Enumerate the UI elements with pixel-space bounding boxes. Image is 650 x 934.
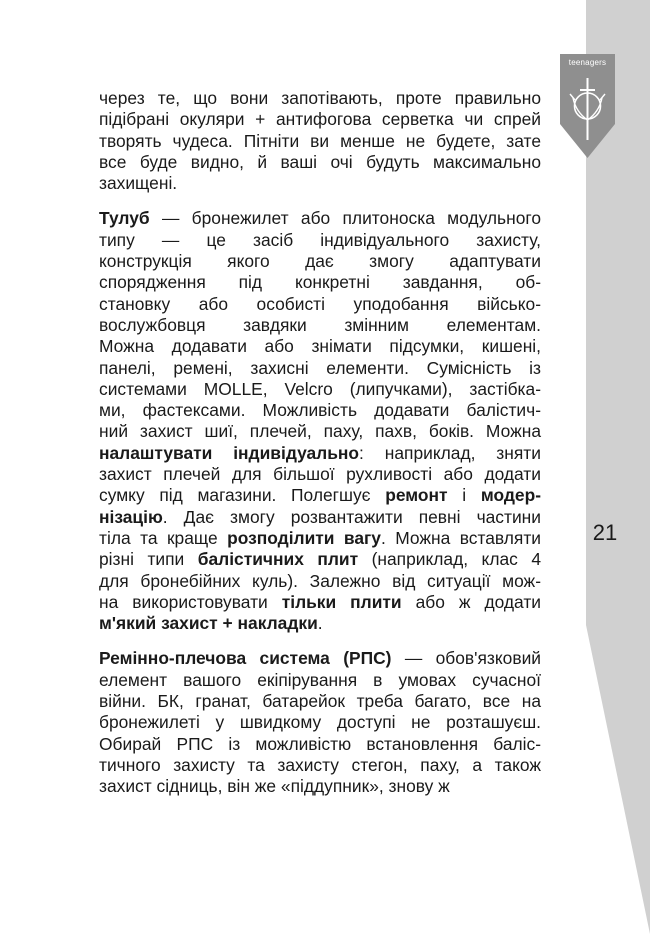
- text-run: бронежилеті у швидкому доступі не розташуєш.: [99, 712, 541, 733]
- bold-term: балістичних плит: [197, 549, 359, 570]
- text-line: [99, 88, 541, 109]
- text-line: [99, 400, 541, 421]
- text-run: захист сідниць, він же «піддупник», знову ж: [99, 776, 450, 797]
- text-line: [99, 485, 541, 506]
- text-run: все буде видно, й ваші очі будуть максимально: [99, 151, 541, 172]
- text-line: [99, 443, 541, 464]
- text-line: [99, 670, 541, 691]
- text-line: [99, 755, 541, 776]
- text-run: — бронежилет або плитоноска модульного: [149, 208, 541, 229]
- text-run: ми, фастексами. Можливість додавати балістич-: [99, 400, 541, 421]
- text-line: [99, 592, 541, 613]
- text-line: [99, 691, 541, 712]
- text-line: [99, 571, 541, 592]
- page-number: 21: [592, 520, 618, 545]
- text-line: [99, 315, 541, 336]
- text-line: [99, 358, 541, 379]
- text-line: [99, 336, 541, 357]
- bold-term: м'який захист + накладки: [99, 613, 318, 634]
- text-line: [99, 712, 541, 733]
- bold-term: розподілити вагу: [227, 527, 381, 548]
- text-line: [99, 379, 541, 400]
- text-run: війни. БК, гранат, батарейок треба багато, все на: [99, 691, 541, 712]
- text-run: тичного захисту та захисту стегон, паху, а також: [99, 754, 541, 775]
- text-line: [99, 464, 541, 485]
- text-run: (наприклад, клас 4: [358, 549, 541, 570]
- paragraph: [99, 208, 541, 634]
- text-run: захист плечей для більшої рухливості або додати: [99, 464, 541, 485]
- text-run: .: [317, 613, 323, 634]
- bold-term: Тулуб: [99, 208, 150, 229]
- text-line: [99, 131, 541, 152]
- text-run: вослужбовця завдяки змінним елементам.: [99, 314, 541, 335]
- text-run: або ж додати: [401, 591, 541, 612]
- bold-term: ремонт: [385, 485, 448, 506]
- text-run: спорядження під конкретні завдання, об-: [99, 272, 541, 293]
- text-line: [99, 734, 541, 755]
- text-line: [99, 152, 541, 173]
- bold-term: налаштувати індивідуально: [99, 442, 360, 463]
- text-run: підібрані окуляри + антифогова серветка чи спрей: [99, 109, 541, 130]
- text-line: [99, 648, 541, 669]
- text-line: [99, 173, 541, 194]
- text-run: — обов'язковий: [391, 648, 541, 669]
- paragraph: [99, 648, 541, 797]
- body-text: [99, 88, 541, 812]
- text-run: панелі, ремені, захисні елементи. Сумісність із: [99, 357, 541, 378]
- text-line: [99, 230, 541, 251]
- text-run: творять чудеса. Пітніти ви менше не будете, зате: [99, 130, 541, 151]
- text-run: тіла та краще: [99, 527, 228, 548]
- bold-term: тільки плити: [281, 591, 402, 612]
- shield-emblem-icon: [560, 54, 615, 158]
- text-run: типу — це засіб індивідуального захисту,: [99, 229, 541, 250]
- text-line: [99, 272, 541, 293]
- text-run: . Можна вставляти: [380, 527, 542, 548]
- text-line: [99, 507, 541, 528]
- text-line: [99, 528, 541, 549]
- text-run: і: [447, 485, 481, 506]
- text-line: [99, 549, 541, 570]
- text-run: на використовувати: [99, 591, 282, 612]
- text-line: [99, 251, 541, 272]
- text-run: ний захист шиї, плечей, паху, пахв, боків. Можна: [99, 421, 541, 442]
- text-run: становку або особисті уподобання військо-: [99, 293, 541, 314]
- text-run: конструкція якого дає змогу адаптувати: [99, 251, 541, 272]
- paragraph: [99, 88, 541, 194]
- text-run: захищені.: [99, 173, 178, 194]
- text-run: елемент вашого екіпірування в умовах сучасної: [99, 669, 541, 690]
- text-line: [99, 294, 541, 315]
- bold-term: нізацію: [99, 506, 163, 527]
- text-run: Можна додавати або знімати підсумки, кишені,: [99, 336, 541, 357]
- text-run: сумку під магазини. Полегшує: [99, 485, 386, 506]
- text-run: системами MOLLE, Velcro (липучками), застібка-: [99, 378, 541, 399]
- text-run: для бронебійних куль). Залежно від ситуації мож-: [99, 570, 541, 591]
- bold-term: Ремінно-плечова система (РПС): [99, 648, 392, 669]
- text-run: Обирай РПС із можливістю встановлення баліс-: [99, 733, 541, 754]
- badge-label: teenagers: [568, 58, 607, 67]
- bold-term: модер-: [480, 485, 542, 506]
- text-run: різні типи: [99, 549, 198, 570]
- text-line: [99, 613, 541, 634]
- text-line: [99, 776, 541, 797]
- text-run: : наприклад, зняти: [359, 442, 541, 463]
- text-line: [99, 109, 541, 130]
- text-run: через те, що вони запотівають, проте правильно: [99, 88, 541, 108]
- text-line: [99, 208, 541, 229]
- text-run: . Дає змогу розвантажити певні частини: [162, 506, 541, 527]
- text-line: [99, 421, 541, 442]
